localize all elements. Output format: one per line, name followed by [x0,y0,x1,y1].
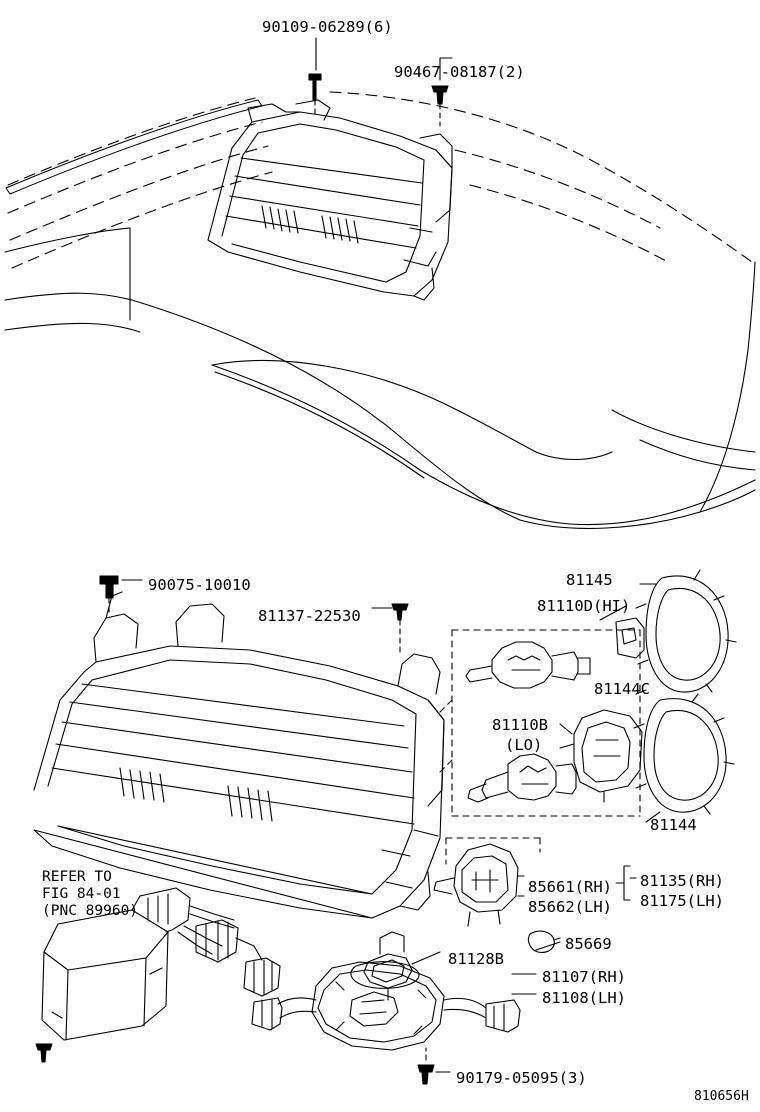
label-90109-06289: 90109-06289(6) [262,18,393,36]
label-81128b: 81128B [448,950,504,968]
label-81144: 81144 [650,816,697,834]
label-81145: 81145 [566,571,613,589]
sheet-code: 810656H [694,1089,749,1104]
reference-note-line2: FIG 84-01 [42,886,121,902]
reference-note-line3: (PNC 89960) [42,903,139,919]
label-90467-08187: 90467-08187(2) [394,63,525,81]
label-81110d-hi: 81110D(HI) [537,597,631,615]
label-81110b-lo: (LO) [505,736,543,754]
label-85662-lh: 85662(LH) [528,898,612,916]
label-81135-rh: 81135(RH) [640,872,724,890]
label-85669: 85669 [565,935,612,953]
label-90179-05095: 90179-05095(3) [456,1069,587,1087]
label-81175-lh: 81175(LH) [640,892,724,910]
label-81110b: 81110B [492,716,548,734]
label-81144c: 81144C [594,680,650,698]
label-81137-22530: 81137-22530 [258,607,361,625]
reference-note-line1: REFER TO [42,869,112,885]
label-90075-10010: 90075-10010 [148,576,251,594]
label-81107-rh: 81107(RH) [542,968,626,986]
label-81108-lh: 81108(LH) [542,989,626,1007]
label-85661-rh: 85661(RH) [528,878,612,896]
